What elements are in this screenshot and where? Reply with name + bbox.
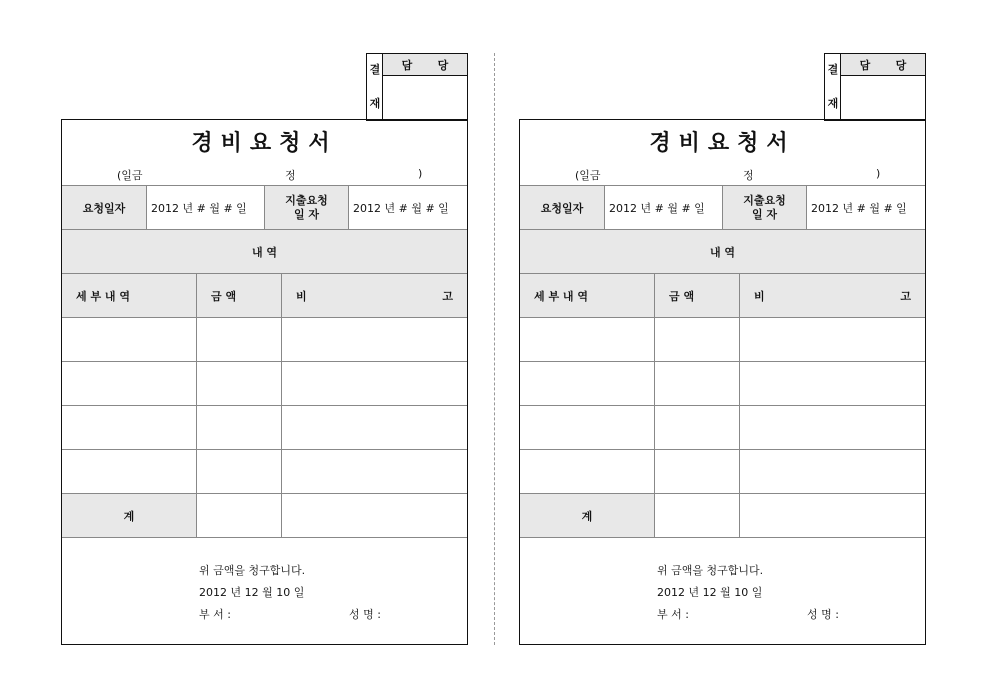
amount-close: )	[876, 167, 881, 180]
payment-date-value[interactable]: 2012 년 # 월 # 일	[353, 201, 449, 215]
detail-cell[interactable]	[520, 406, 655, 449]
amount-cell[interactable]	[197, 450, 282, 493]
col-note-left: 비	[754, 289, 765, 303]
details-header: 내 역	[251, 245, 278, 259]
col-note-header	[282, 274, 467, 317]
table-row	[520, 317, 925, 361]
notice-area	[520, 537, 925, 644]
approval-label-top: 결	[369, 63, 381, 76]
table-row	[62, 449, 467, 493]
detail-cell[interactable]	[520, 362, 655, 405]
note-cell[interactable]	[282, 318, 467, 361]
payment-label-line1: 지출요청	[285, 193, 328, 207]
request-date-label: 요청일자	[520, 186, 605, 229]
amount-mid: 정	[743, 169, 754, 182]
columns-header-row	[62, 273, 467, 317]
note-cell[interactable]	[282, 450, 467, 493]
approval-box	[366, 53, 468, 121]
request-date-value[interactable]: 2012 년 # 월 # 일	[605, 186, 723, 229]
request-date-label: 요청일자	[62, 186, 147, 229]
detail-cell[interactable]	[62, 406, 197, 449]
approval-head-right: 당	[895, 58, 907, 72]
amount-open: (일금	[575, 169, 601, 182]
date-row	[520, 185, 925, 229]
amount-cell[interactable]	[655, 450, 740, 493]
notice-claim: 위 금액을 청구합니다.	[199, 564, 306, 577]
approval-label-top: 결	[827, 63, 839, 76]
detail-cell[interactable]	[62, 318, 197, 361]
approval-head	[383, 54, 467, 76]
note-cell[interactable]	[740, 450, 925, 493]
expense-form-right	[519, 0, 927, 700]
col-detail-header: 세 부 내 역	[62, 274, 197, 317]
approval-label-bottom: 재	[369, 97, 381, 110]
payment-label-line1: 지출요청	[743, 193, 786, 207]
notice-claim: 위 금액을 청구합니다.	[657, 564, 764, 577]
name-label: 성 명 :	[807, 608, 839, 621]
payment-date-label	[723, 186, 807, 229]
amount-open: (일금	[117, 169, 143, 182]
amount-line	[520, 167, 925, 183]
detail-cell[interactable]	[520, 450, 655, 493]
approval-label-column	[825, 54, 841, 120]
notice-date: 2012 년 12 월 10 일	[199, 586, 305, 599]
col-note-right: 고	[442, 289, 453, 303]
detail-cell[interactable]	[62, 362, 197, 405]
columns-header-row	[520, 273, 925, 317]
form-main	[519, 119, 926, 645]
cut-line	[494, 53, 495, 645]
form-title: 경비요청서	[191, 131, 338, 156]
form-title: 경비요청서	[649, 131, 796, 156]
approval-head-left: 담	[401, 58, 413, 72]
notice-area	[62, 537, 467, 644]
total-label: 계	[520, 494, 655, 537]
payment-date-value[interactable]: 2012 년 # 월 # 일	[811, 201, 907, 215]
details-header: 내 역	[709, 245, 736, 259]
payment-label-line2: 일 자	[751, 207, 778, 221]
total-note-cell[interactable]	[740, 494, 925, 537]
request-date-value[interactable]: 2012 년 # 월 # 일	[147, 186, 265, 229]
payment-label-line2: 일 자	[293, 207, 320, 221]
col-detail-header: 세 부 내 역	[520, 274, 655, 317]
date-row	[62, 185, 467, 229]
approval-label-column	[367, 54, 383, 120]
total-row	[62, 493, 467, 537]
total-amount-cell[interactable]	[655, 494, 740, 537]
total-label: 계	[62, 494, 197, 537]
dept-label: 부 서 :	[199, 608, 231, 621]
approval-label-bottom: 재	[827, 97, 839, 110]
approval-box	[824, 53, 926, 121]
approval-head-right: 당	[437, 58, 449, 72]
col-amount-header: 금 액	[655, 274, 740, 317]
table-row	[62, 317, 467, 361]
details-header-row	[62, 229, 467, 273]
col-note-right: 고	[900, 289, 911, 303]
amount-cell[interactable]	[197, 362, 282, 405]
amount-cell[interactable]	[197, 318, 282, 361]
note-cell[interactable]	[740, 362, 925, 405]
table-row	[62, 361, 467, 405]
payment-date-label	[265, 186, 349, 229]
notice-date: 2012 년 12 월 10 일	[657, 586, 763, 599]
detail-cell[interactable]	[520, 318, 655, 361]
dept-label: 부 서 :	[657, 608, 689, 621]
table-row	[520, 449, 925, 493]
col-amount-header: 금 액	[197, 274, 282, 317]
table-row	[520, 361, 925, 405]
form-main	[61, 119, 468, 645]
note-cell[interactable]	[740, 406, 925, 449]
expense-form-left	[61, 0, 469, 700]
approval-head	[841, 54, 925, 76]
details-header-row	[520, 229, 925, 273]
table-row	[520, 405, 925, 449]
note-cell[interactable]	[282, 406, 467, 449]
amount-close: )	[418, 167, 423, 180]
table-row	[62, 405, 467, 449]
total-note-cell[interactable]	[282, 494, 467, 537]
amount-mid: 정	[285, 169, 296, 182]
detail-cell[interactable]	[62, 450, 197, 493]
col-note-header	[740, 274, 925, 317]
amount-cell[interactable]	[655, 318, 740, 361]
note-cell[interactable]	[740, 318, 925, 361]
total-amount-cell[interactable]	[197, 494, 282, 537]
amount-line	[62, 167, 467, 183]
amount-cell[interactable]	[655, 406, 740, 449]
total-row	[520, 493, 925, 537]
col-note-left: 비	[296, 289, 307, 303]
approval-head-left: 담	[859, 58, 871, 72]
amount-cell[interactable]	[197, 406, 282, 449]
name-label: 성 명 :	[349, 608, 381, 621]
amount-cell[interactable]	[655, 362, 740, 405]
note-cell[interactable]	[282, 362, 467, 405]
